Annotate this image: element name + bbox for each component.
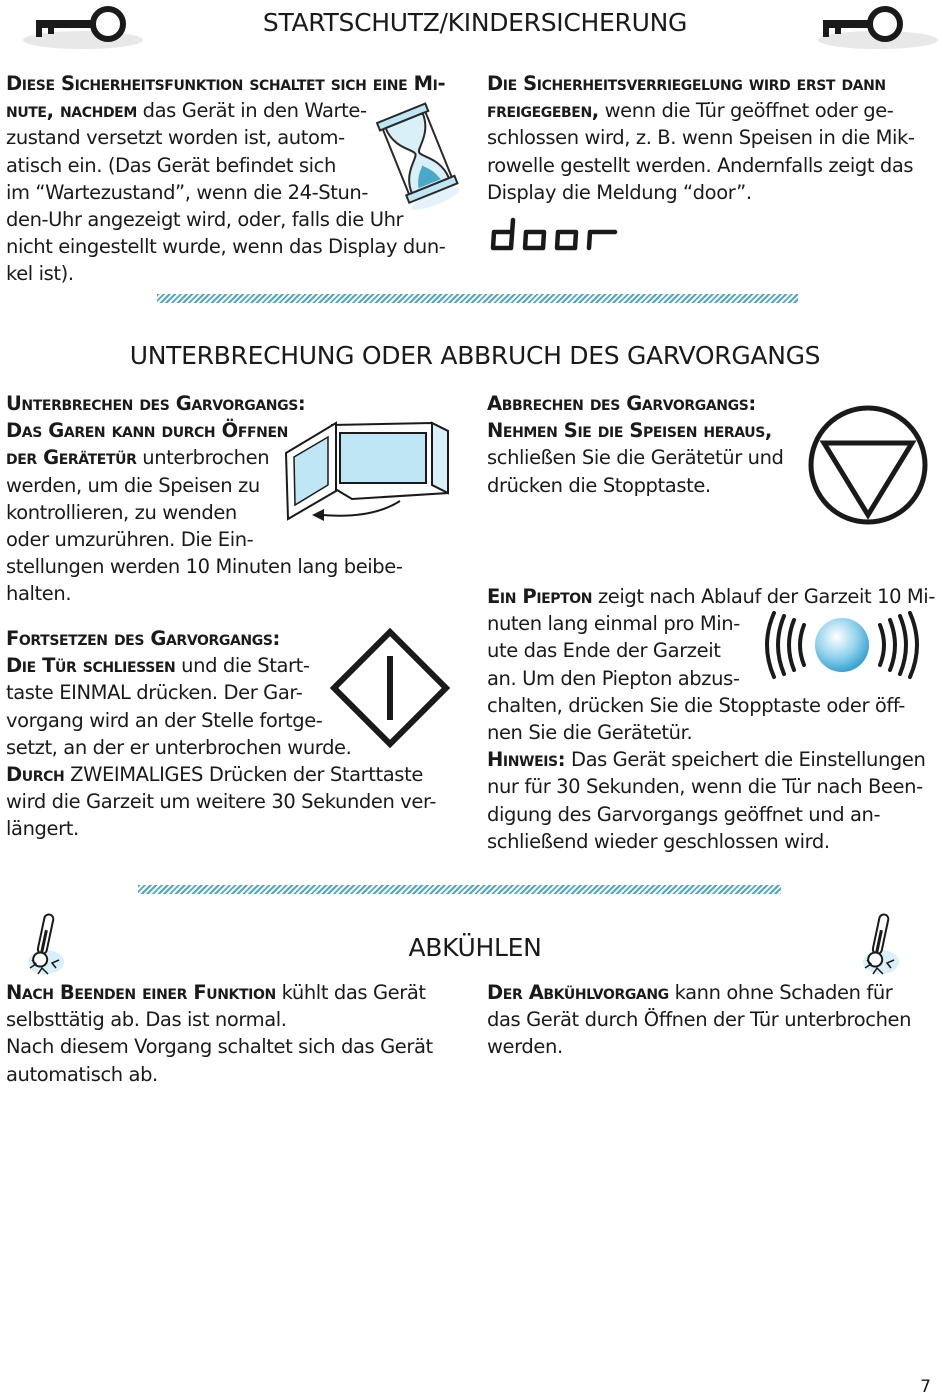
stop-icon [806, 403, 930, 527]
text-line: Der Abkühlvorgang kann ohne Schaden für [487, 981, 893, 1004]
text-line: Die Tür schliessen und die Start- [6, 654, 310, 678]
text-line: Abbrechen des Garvorgangs: [487, 392, 756, 415]
section-title-startschutz: STARTSCHUTZ/KINDERSICHERUNG [262, 8, 688, 37]
text-line: selbsttätig ab. Das ist normal. [6, 1008, 287, 1032]
text-line: Die Sicherheitsverriegelung wird erst dann [487, 72, 886, 95]
start-icon [330, 628, 450, 748]
text-line: der Gerätetür unterbrochen [6, 446, 270, 470]
text-line: freigegeben, wenn die Tür geöffnet oder ge- [487, 99, 894, 123]
text-line: den-Uhr angezeigt wird, oder, falls die Uhr [6, 208, 404, 232]
text-line: ute das Ende der Garzeit [487, 639, 721, 663]
section-title-abkuehlen: ABKÜHLEN [408, 933, 542, 962]
startschutz-right-text [487, 70, 937, 206]
text-line: rowelle gestellt werden. Andernfalls zeigt das [487, 153, 914, 177]
text-line: kel ist). [6, 262, 74, 286]
text-line: vorgang wird an der Stelle fortge- [6, 708, 323, 732]
text-line: Diese Sicherheitsfunktion schaltet sich eine Mi- [6, 72, 446, 95]
thermometer-icon [22, 910, 66, 978]
text-line: nuten lang einmal pro Min- [487, 612, 740, 636]
text-line: wird die Garzeit um weitere 30 Sekunden ver- [6, 790, 436, 814]
text-line: werden. [487, 1035, 563, 1059]
text-line: atisch ein. (Das Gerät befindet sich [6, 153, 336, 177]
section-divider [157, 294, 798, 303]
text-line: das Gerät durch Öffnen der Tür unterbrochen [487, 1008, 912, 1032]
text-line: Nach diesem Vorgang schaltet sich das Gerät [6, 1035, 433, 1059]
text-line: Durch ZWEIMALIGES Drücken der Starttaste [6, 763, 423, 787]
text-line: Hinweis: Das Gerät speichert die Einstellungen [487, 748, 926, 772]
beep-icon [762, 610, 922, 680]
text-line: an. Um den Piepton abzus- [487, 666, 740, 690]
text-line: automatisch ab. [6, 1062, 158, 1086]
text-line: digung des Garvorgangs geöffnet und an- [487, 802, 881, 826]
text-line: Display die Meldung “door”. [487, 180, 752, 204]
text-line: Ein Piepton zeigt nach Ablauf der Garzeit 10 Mi- [487, 585, 935, 608]
text-line: halten. [6, 582, 72, 606]
text-line: Das Garen kann durch Öffnen [6, 419, 288, 443]
text-line: drücken die Stopptaste. [487, 473, 711, 497]
text-line: chalten, drücken Sie die Stopptaste oder öff- [487, 693, 905, 717]
text-line: oder umzurühren. Die Ein- [6, 528, 254, 552]
text-line: Nach Beenden einer Funktion kühlt das Gerät [6, 981, 426, 1004]
text-line: stellungen werden 10 Minuten lang beibe- [6, 555, 403, 579]
abkuehlen-left-text [6, 979, 456, 1088]
page-number: 7 [920, 1377, 931, 1397]
text-line: nur für 30 Sekunden, wenn die Tür nach Been- [487, 775, 923, 799]
text-line: nute, nachdem das Gerät in den Warte- [6, 99, 367, 123]
text-line: taste EINMAL drücken. Der Gar- [6, 681, 303, 705]
key-icon [803, 2, 943, 54]
text-line: schließend wieder geschlossen wird. [487, 829, 830, 853]
section-title-unterbrechung: UNTERBRECHUNG ODER ABBRUCH DES GARVORGANGS [129, 341, 821, 370]
text-line: im “Wartezustand”, wenn die 24-Stun- [6, 180, 369, 204]
text-line: setzt, an der er unterbrochen wurde. [6, 735, 352, 759]
text-line: schließen Sie die Gerätetür und [487, 446, 784, 470]
thermometer-icon [857, 910, 901, 978]
text-line: werden, um die Speisen zu [6, 473, 260, 497]
abkuehlen-right-text [487, 979, 937, 1061]
section-divider [138, 885, 781, 894]
text-line: nicht eingestellt wurde, wenn das Display dun- [6, 235, 446, 259]
hourglass-icon [378, 100, 458, 210]
text-line: Nehmen Sie die Speisen heraus, [487, 419, 772, 443]
text-line: zustand versetzt worden ist, autom- [6, 126, 345, 150]
microwave-open-door-icon [282, 415, 454, 527]
text-line: Fortsetzen des Garvorgangs: [6, 627, 280, 650]
door-display-icon [487, 216, 622, 252]
text-line: längert. [6, 817, 79, 841]
text-line: nen Sie die Gerätetür. [487, 721, 693, 745]
text-line: schlossen wird, z. B. wenn Speisen in die Mik- [487, 126, 915, 150]
key-icon [8, 2, 148, 54]
text-line: Unterbrechen des Garvorgangs: [6, 392, 306, 415]
text-line: kontrollieren, zu wenden [6, 500, 237, 524]
